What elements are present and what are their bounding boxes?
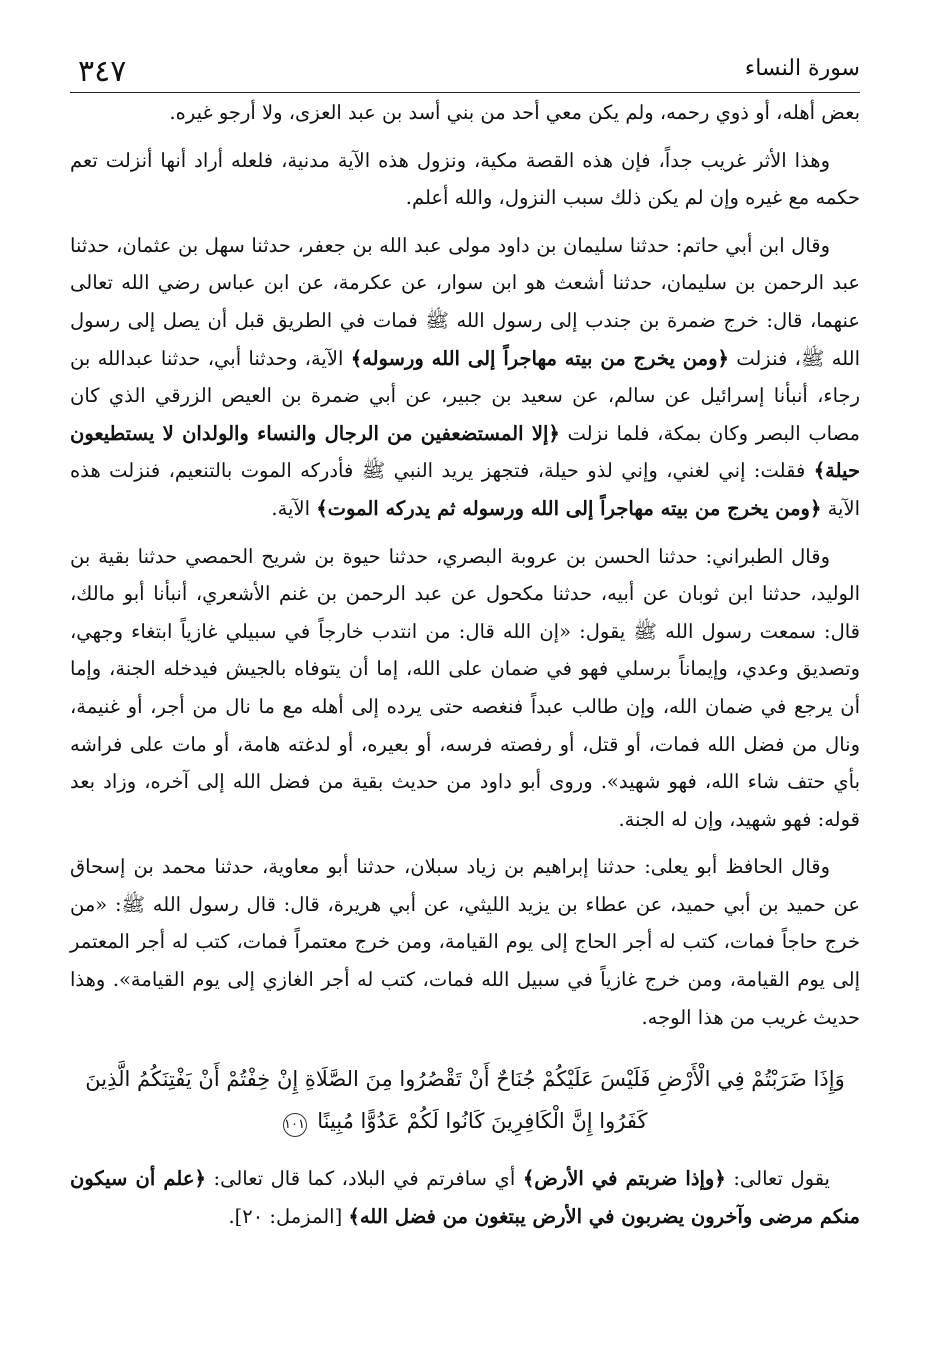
quranic-quote: ﴿ومن يخرج من بيته مهاجراً إلى الله ورسوله ثم يدركه الموت﴾ [316,496,822,520]
text-run: [المزمل: ٢٠]. [228,1204,349,1228]
quranic-quote: ﴿وإذا ضربتم في الأرض﴾ [522,1167,726,1191]
page-body [70,94,860,1245]
verse-number-marker: ١٠١ [283,1113,307,1137]
paragraph-p3 [70,538,860,839]
text-run: أي سافرتم في البلاد، كما قال تعالى: [205,1167,523,1191]
surah-title: سورة النساء [744,56,860,81]
commentary-paragraphs [70,94,860,1036]
text-run: وقال الطبراني: حدثنا الحسن بن عروبة البصري، حدثنا حيوة بن شريح الحمصي حدثنا بقية بن الوليد، حدثنا ابن ثوبان عن أبيه، حدثنا مكحول عن عبد الرحمن بن غنم الأشعري، أنبأنا أبو مالك، قال: سمعت رسول الله ﷺ يقول: «إن الله قال: من انتدب خارجاً في سبيلي غازياً ابتغاء وجهي، وتصديق وعدي، وإيماناً برسلي فهو في ضمان على الله، إما أن يتوفاه بالجيش فيدخله الجنة، وإما أن يرجع في ضمان الله، وإن طالب عبداً فنغصه حتى يرده إلى أهله مع ما نال من أجر، أو غنيمة، ونال من فضل الله فمات، أو قتل، أو رفصته فرسه، أو بعيره، أو لدغته هامة، أو مات على فراشه بأي حتف شاء الله، فهو شهيد». وروى أبو داود من حديث بقية من فضل الله إلى آخره، وزاد بعد قوله: فهو شهيد، وإن له الجنة. [70,544,860,831]
text-run: يقول تعالى: [725,1167,830,1191]
text-run: فقلت: إني لغني، وإني لذو حيلة، فتجهز يريد النبي ﷺ فأدركه الموت بالتنعيم، فنزلت هذه الآية [70,459,860,520]
verse-text: وَإِذَا ضَرَبْتُمْ فِي الْأَرْضِ فَلَيْسَ عَلَيْكُمْ جُنَاحٌ أَنْ تَقْصُرُوا مِنَ الصَّلَاةِ إِنْ خِفْتُمْ أَنْ يَفْتِنَكُمُ الَّذِينَ كَفَرُوا إِنَّ الْكَافِرِينَ كَانُوا لَكُمْ عَدُوًّا مُبِينًا [85,1067,845,1134]
paragraph-p4 [70,848,860,1036]
text-run: الآية. [271,496,317,520]
page-number: ٣٤٧ [78,54,127,89]
text-run: وقال الحافظ أبو يعلى: حدثنا إبراهيم بن زياد سبلان، حدثنا أبو معاوية، حدثنا محمد بن إسحاق عن حميد بن أبي حميد، عن عطاء بن يزيد الليثي، عن أبي هريرة، قال: قال رسول الله ﷺ: «من خرج حاجاً فمات، كتب له أجر الحاج إلى يوم القيامة، ومن خرج معتمراً فمات، كتب له أجر المعتمر إلى يوم القيامة، ومن خرج غازياً في سبيل الله فمات، كتب له أجر الغازي إلى يوم القيامة». وهذا حديث غريب من هذا الوجه. [70,855,860,1029]
text-run: وهذا الأثر غريب جداً، فإن هذه القصة مكية، ونزول هذه الآية مدنية، فلعله أراد أنها أنزلت تعم حكمه مع غيره وإن لم يكن ذلك سبب النزول، والله أعلم. [70,148,860,210]
text-run: بعض أهله، أو ذوي رحمه، ولم يكن معي أحد من بني أسد بن عبد العزى، ولا أرجو غيره. [169,101,860,124]
text-run: وقال ابن أبي حاتم: حدثنا سليمان بن داود مولى عبد الله بن جعفر، حدثنا سهل بن عثمان، حدثنا عبد الرحمن بن سليمان، حدثنا أشعث هو ابن سوار، عن عكرمة، عن ابن عباس رضي الله تعالى عنهما، قال: خرج ضمرة بن جندب إلى رسول الله ﷺ فمات في الطريق قبل أن يصل إلى رسول الله ﷺ، فنزلت [70,233,860,370]
paragraph-p0 [70,94,860,132]
quranic-quote: ﴿ومن يخرج من بيته مهاجراً إلى الله ورسوله﴾ [350,346,729,370]
text-run: الآية، وحدثنا أبي، حدثنا عبدالله بن رجاء، أنبأنا إسرائيل عن سالم، عن سعيد بن جبير، عن أبي ضمرة بن العيص الزرقي الذي كان مصاب البصر وكان بمكة، فلما نزلت [70,346,860,445]
paragraph-p1 [70,142,860,217]
quranic-quote: ﴿علم أن سيكون منكم مرضى وآخرون يضربون في الأرض يبتغون من فضل الله﴾ [70,1167,860,1228]
paragraph-p2 [70,227,860,528]
page-header [70,52,860,93]
tafsir-paragraph [70,1160,860,1235]
quranic-quote: ﴿إلا المستضعفين من الرجال والنساء والولدان لا يستطيعون حيلة﴾ [70,421,860,483]
quran-verse [70,1058,860,1142]
